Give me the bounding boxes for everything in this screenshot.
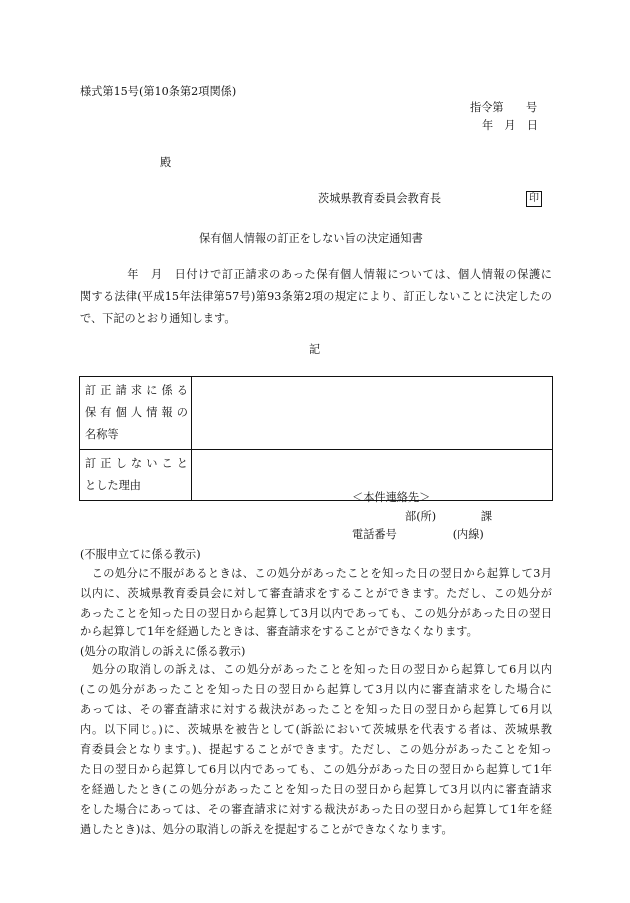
issue-date: 年 月 日 — [482, 119, 538, 132]
lawsuit-line: あっては、その審査請求に対する裁決があったことを知った日の翌日から起算して6月以 — [80, 703, 552, 716]
reference-number: 指令第 号 — [470, 101, 538, 114]
appeal-line: 以内に、茨城県教育委員会に対して審査請求をすることができます。ただし、この処分が — [80, 587, 552, 600]
issuer-name: 茨城県教育委員会教育長 — [318, 192, 442, 205]
lawsuit-heading: (処分の取消しの訴えに係る教示) — [80, 645, 246, 658]
lawsuit-line: た日の翌日から起算して6月以内であっても、この処分があった日の翌日から起算して1年 — [80, 763, 552, 776]
lawsuit-line: を経過したとき(この処分があったことを知った日の翌日から起算して3月以内に審査請求 — [80, 783, 552, 796]
document-title: 保有個人情報の訂正をしない旨の決定通知書 — [199, 232, 423, 245]
lawsuit-line: をした場合にあっては、その審査請求に対する裁決があった日の翌日から起算して1年を経 — [80, 803, 552, 816]
seal-stamp: 印 — [526, 191, 542, 207]
ki-marker: 記 — [309, 343, 321, 356]
addressee-honorific: 殿 — [160, 156, 172, 169]
row-value-name — [192, 377, 553, 450]
body-line: 年 月 日付けで訂正請求のあった保有個人情報については、個人情報の保護に — [80, 268, 552, 281]
contact-phone: 電話番号 (内線) — [352, 528, 484, 541]
contact-heading: ＜本件連絡先＞ — [352, 491, 431, 504]
lawsuit-line: 処分の取消しの訴えは、この処分があったことを知った日の翌日から起算して6月以内 — [80, 663, 552, 676]
row-label-name — [80, 377, 192, 450]
table-row — [80, 450, 553, 501]
lawsuit-line: 育委員会となります。)、提起することができます。ただし、この処分があったことを知っ — [80, 743, 552, 756]
label-line: 訂正請求に係る — [85, 384, 188, 397]
appeal-line: この処分に不服があるときは、この処分があったことを知った日の翌日から起算して3月 — [80, 567, 552, 580]
lawsuit-line: (この処分があったことを知った日の翌日から起算して3月以内に審査請求をした場合に — [80, 683, 552, 696]
label-line: とした理由 — [85, 479, 141, 492]
label-line: 保有個人情報の — [85, 406, 188, 419]
appeal-line: から起算して1年を経過したときは、審査請求をすることができなくなります。 — [80, 625, 478, 638]
lawsuit-line: 過したとき)は、処分の取消しの訴えを提起することができなくなります。 — [80, 823, 453, 836]
contact-department: 部(所) 課 — [405, 510, 493, 523]
form-number: 様式第15号(第10条第2項関係) — [80, 85, 237, 98]
lawsuit-line: 内。以下同じ。)に、茨城県を被告として(訴訟において茨城県を代表する者は、茨城県教 — [80, 723, 552, 736]
table-row — [80, 377, 553, 450]
appeal-line: あったことを知った日の翌日から起算して3月以内であっても、この処分があった日の翌日 — [80, 607, 552, 620]
body-line: で、下記のとおり通知します。 — [80, 312, 236, 325]
body-line: 関する法律(平成15年法律第57号)第93条第2項の規定により、訂正しないことに決定したの — [80, 290, 552, 303]
label-line: 名称等 — [85, 428, 119, 441]
record-table — [79, 376, 553, 501]
appeal-heading: (不服申立てに係る教示) — [80, 548, 201, 561]
label-line: 訂正しないこと — [85, 457, 188, 470]
row-label-reason — [80, 450, 192, 501]
